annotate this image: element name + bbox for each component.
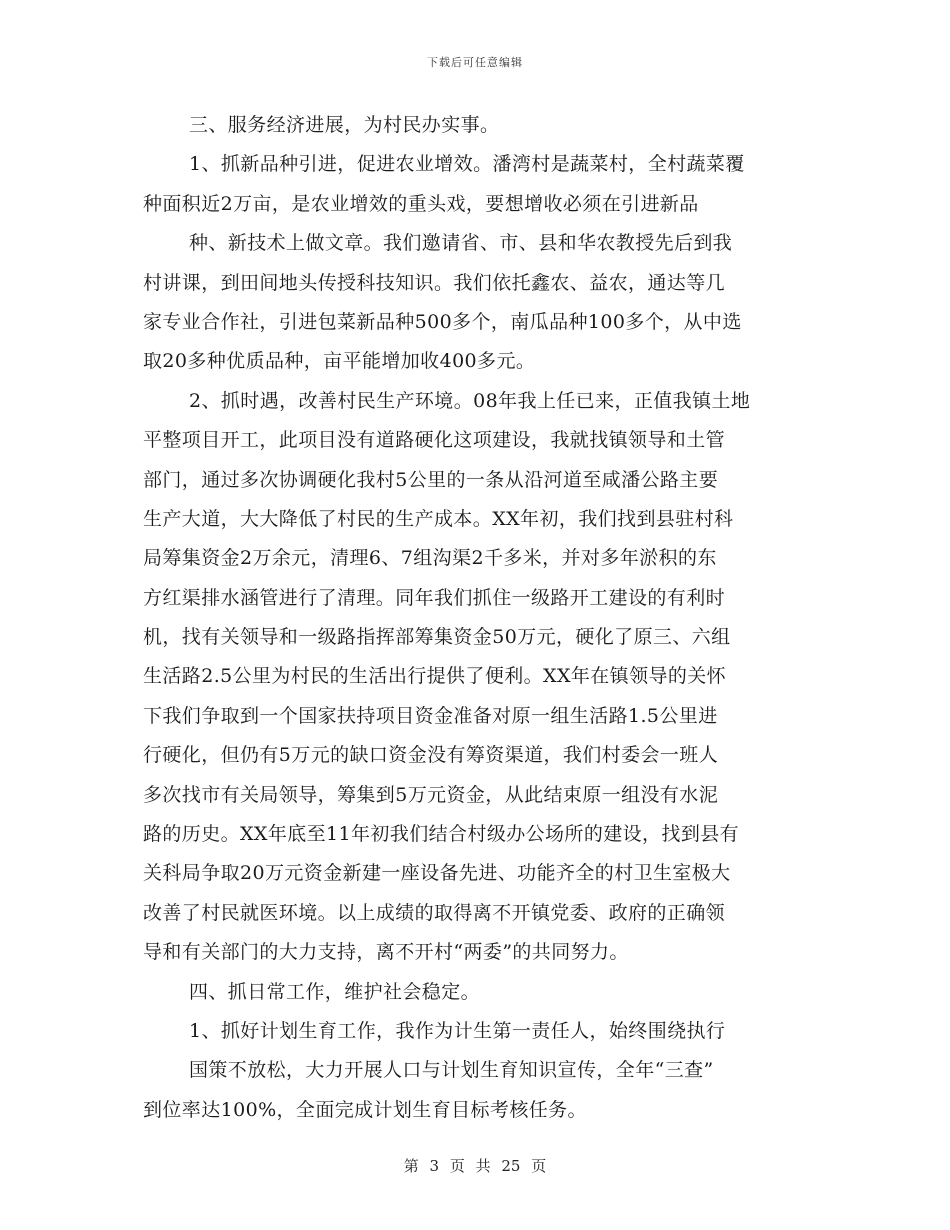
text-line: 行硬化，但仍有5万元的缺口资金没有筹资渠道，我们村委会一班人 [143, 744, 719, 767]
text-line: 四、抓日常工作，维护社会稳定。 [189, 980, 481, 1003]
text-line: 下我们争取到一个国家扶持项目资金准备对原一组生活路1.5公里进 [143, 704, 718, 727]
text-line: 平整项目开工，此项目没有道路硬化这项建设，我就找镇领导和土管 [143, 429, 726, 452]
text-line: 生活路2.5公里为村民的生活出行提供了便利。XX年在镇领导的关怀 [143, 665, 727, 688]
text-line: 1、抓新品种引进，促进农业增效。潘湾村是蔬菜村，全村蔬菜覆 [189, 153, 745, 176]
text-line: 生产大道，大大降低了村民的生产成本。XX年初，我们找到县驻村科 [143, 507, 734, 530]
text-line: 种面积近2万亩，是农业增效的重头戏，要想增收必须在引进新品 [143, 192, 699, 215]
text-line: 种、新技术上做文章。我们邀请省、市、县和华农教授先后到我 [189, 232, 733, 255]
text-line: 方红渠排水涵管进行了清理。同年我们抓住一级路开工建设的有利时 [143, 586, 726, 609]
text-line: 部门，通过多次协调硬化我村5公里的一条从沿河道至咸潘公路主要 [143, 468, 719, 491]
page-footer: 第 3 页 共 25 页 [403, 1157, 547, 1175]
document-body [143, 106, 813, 1130]
text-line: 机，找有关领导和一级路指挥部筹集资金50万元，硬化了原三、六组 [143, 626, 731, 649]
text-line: 国策不放松，大力开展人口与计划生育知识宣传，全年“三查” [189, 1059, 714, 1082]
text-line: 到位率达100%，全面完成计划生育目标考核任务。 [143, 1098, 587, 1121]
text-line: 家专业合作社，引进包菜新品种500多个，南瓜品种100多个，从中选 [143, 310, 742, 333]
text-line: 改善了村民就医环境。以上成绩的取得离不开镇党委、政府的正确领 [143, 901, 726, 924]
text-line: 路的历史。XX年底至11年初我们结合村级办公场所的建设，找到县有 [143, 823, 740, 846]
header-note: 下载后可任意编辑 [427, 56, 523, 69]
text-line: 三、服务经济进展，为村民办实事。 [189, 114, 500, 136]
text-line: 村讲课，到田间地头传授科技知识。我们依托鑫农、益农，通达等几 [143, 271, 726, 294]
text-line: 2、抓时遇，改善村民生产环境。08年我上任已来，正值我镇土地 [189, 389, 751, 412]
text-line: 局筹集资金2万余元，清理6、7组沟渠2千多米，并对多年淤积的东 [143, 547, 717, 570]
text-line: 取20多种优质品种，亩平能增加收400多元。 [143, 350, 536, 373]
text-line: 导和有关部门的大力支持，离不开村“两委”的共同努力。 [143, 941, 629, 964]
text-line: 关科局争取20万元资金新建一座设备先进、功能齐全的村卫生室极大 [143, 862, 731, 885]
text-line: 多次找市有关局领导，筹集到5万元资金，从此结束原一组没有水泥 [143, 783, 719, 806]
text-line: 1、抓好计划生育工作，我作为计生第一责任人，始终围绕执行 [189, 1019, 726, 1042]
